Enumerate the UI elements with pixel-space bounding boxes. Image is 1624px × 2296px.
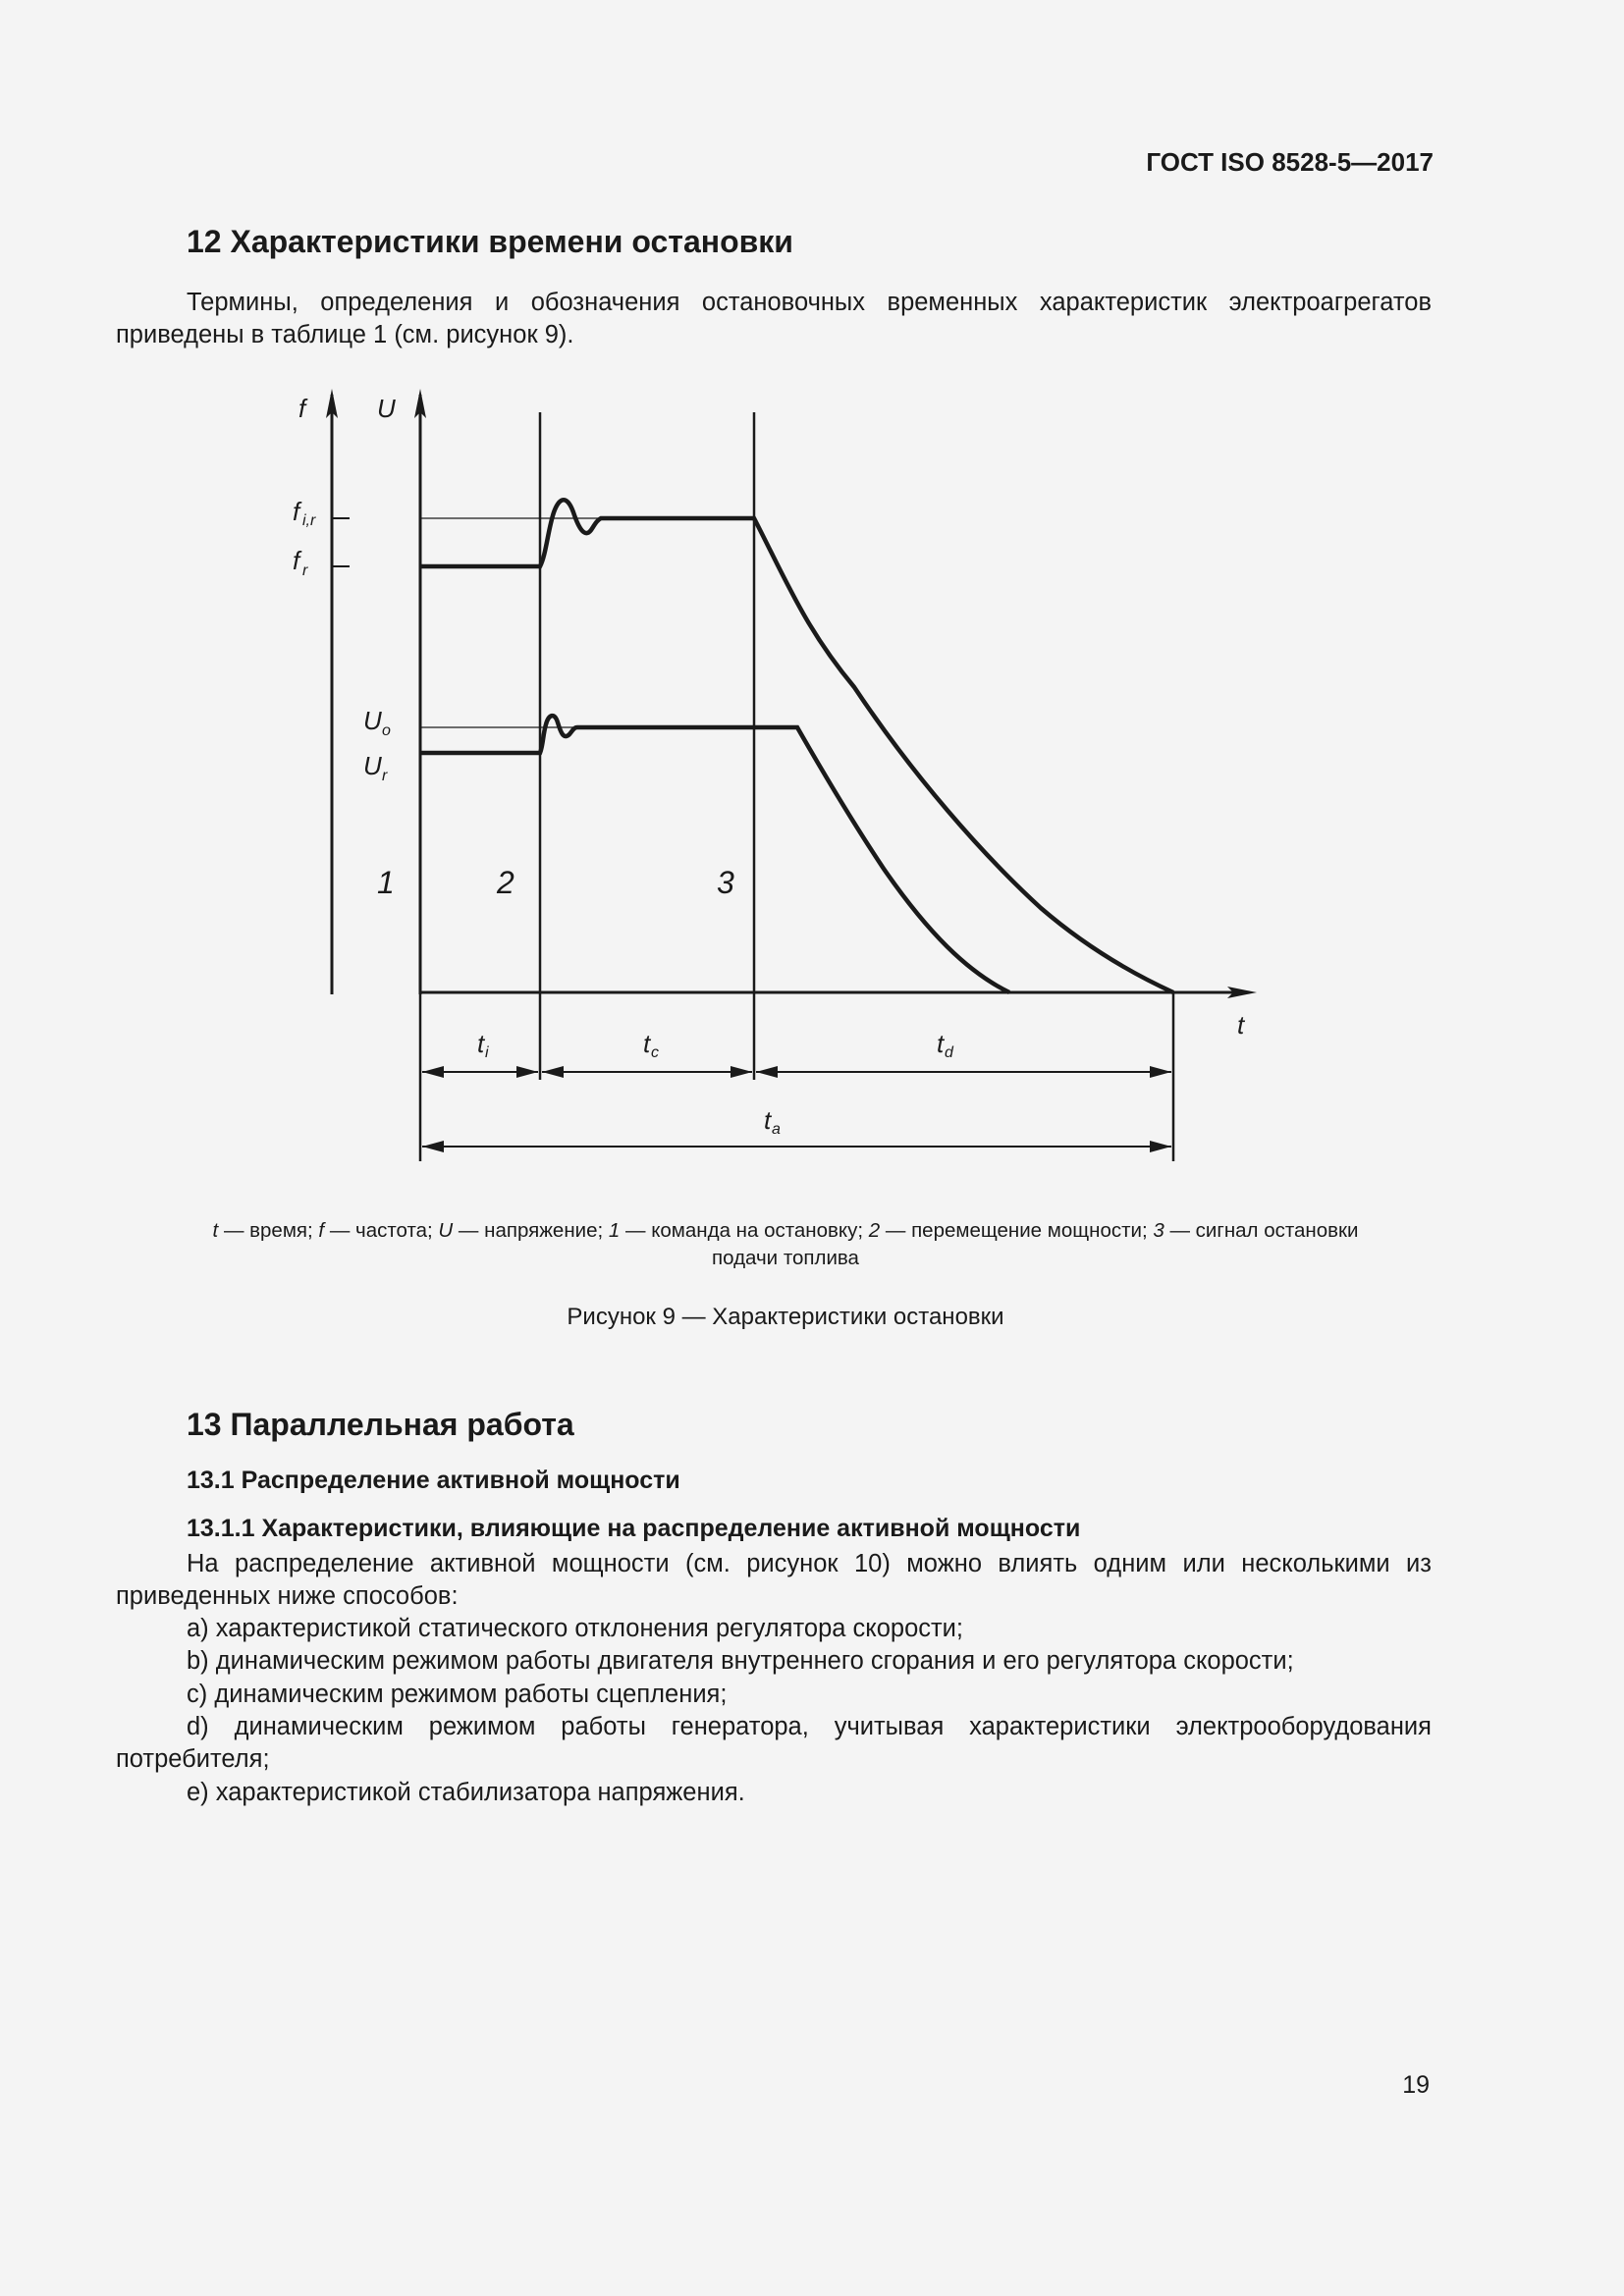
f-axis-label: f xyxy=(298,394,306,423)
ti-label-sub: i xyxy=(485,1044,489,1061)
frequency-curve xyxy=(420,500,1173,992)
list-item-b: b) динамическим режимом работы двигателя внутреннего сгорания и его регулятора скорости; xyxy=(187,1647,1294,1675)
uo-label-sub: o xyxy=(382,722,391,739)
list-item-e: e) характеристикой стабилизатора напряжения. xyxy=(187,1779,745,1806)
page-number: 19 xyxy=(1402,2071,1430,2099)
fr-label-sub: r xyxy=(302,562,308,579)
voltage-curve xyxy=(420,716,1009,992)
list-item-c: c) динамическим режимом работы сцепления; xyxy=(187,1681,728,1708)
figure-key-line-1: t — время; f — частота; U — напряжение; 1 — команда на остановку; 2 — перемещение мощности; 3 — сигнал остановки xyxy=(212,1219,1359,1242)
uo-label: U xyxy=(363,706,382,735)
section-12-paragraph-line-1: Термины, определения и обозначения остановочных временных характеристик электроагрегатов xyxy=(187,289,1432,316)
section-13-intro-line-2: приведенных ниже способов: xyxy=(116,1582,459,1610)
subsection-13-1-title: 13.1 Распределение активной мощности xyxy=(187,1467,680,1494)
document-id: ГОСТ ISO 8528-5—2017 xyxy=(1146,147,1434,177)
list-item-d-line-1: d) динамическим режимом работы генератора, учитывая характеристики электрооборудования xyxy=(187,1713,1432,1740)
t-axis-label: t xyxy=(1237,1010,1245,1040)
ur-label: U xyxy=(363,751,382,780)
marker-1: 1 xyxy=(377,865,395,900)
ti-label: t xyxy=(477,1029,485,1058)
td-label-sub: d xyxy=(945,1044,953,1061)
list-item-a: a) характеристикой статического отклонения регулятора скорости; xyxy=(187,1615,964,1642)
fir-label: f xyxy=(293,497,300,526)
section-12-title: 12 Характеристики времени остановки xyxy=(187,224,793,259)
fir-label-sub: i,r xyxy=(302,512,316,529)
u-axis-label: U xyxy=(377,394,396,423)
section-13-intro-line-1: На распределение активной мощности (см. рисунок 10) можно влиять одним или несколькими из xyxy=(187,1550,1432,1577)
ta-label: t xyxy=(764,1105,772,1135)
figure-key-line-2: подачи топлива xyxy=(712,1247,859,1269)
td-label: t xyxy=(937,1029,945,1058)
ur-label-sub: r xyxy=(382,768,388,784)
marker-2: 2 xyxy=(497,865,514,900)
marker-3: 3 xyxy=(717,865,734,900)
list-item-d-line-2: потребителя; xyxy=(116,1745,270,1773)
tc-label-sub: c xyxy=(651,1044,659,1061)
fr-label: f xyxy=(293,546,300,575)
subsection-13-1-1-title: 13.1.1 Характеристики, влияющие на распределение активной мощности xyxy=(187,1515,1081,1542)
ta-label-sub: a xyxy=(772,1121,781,1138)
figure-title: Рисунок 9 — Характеристики остановки xyxy=(567,1304,1004,1330)
tc-label: t xyxy=(643,1029,651,1058)
section-12-paragraph-line-2: приведены в таблице 1 (см. рисунок 9). xyxy=(116,321,574,348)
section-13-title: 13 Параллельная работа xyxy=(187,1407,574,1442)
